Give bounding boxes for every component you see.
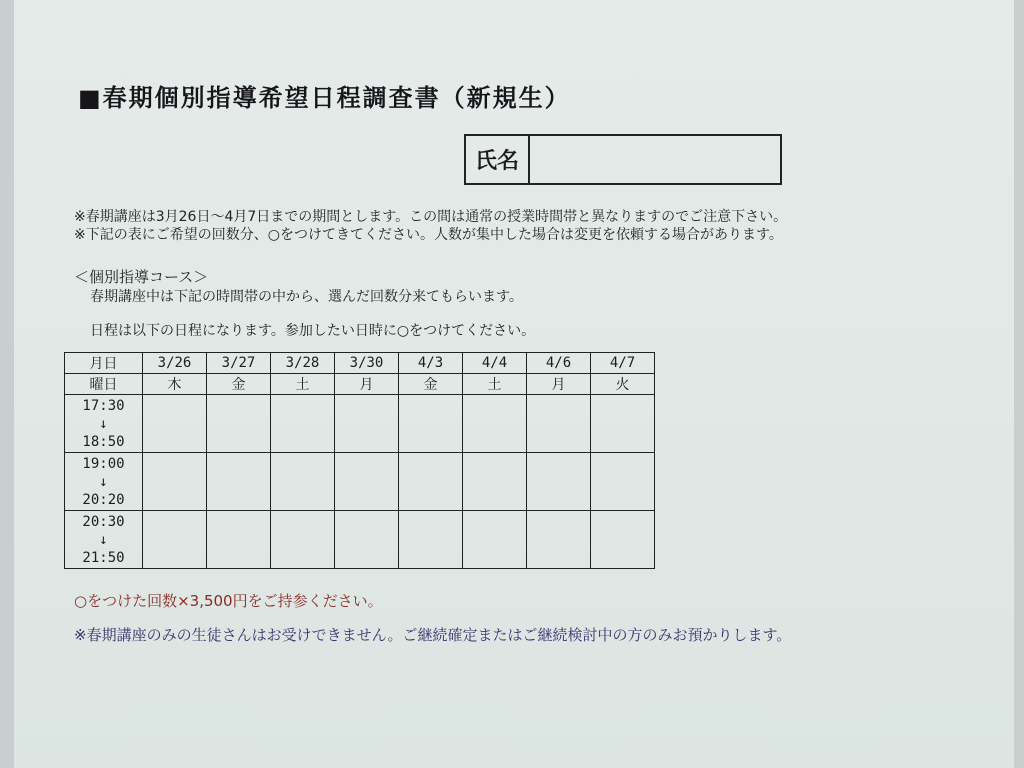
date-header: 3/30 (335, 353, 399, 374)
date-row (65, 353, 655, 374)
schedule-cell[interactable] (463, 511, 527, 569)
time-slot-start: 20:30 (82, 513, 125, 530)
date-row-label: 月日 (65, 353, 143, 374)
course-description: 春期講座中は下記の時間帯の中から、選んだ回数分来てもらいます。 (90, 289, 523, 305)
schedule-cell[interactable] (207, 453, 271, 511)
time-slot-arrow: ↓ (99, 415, 108, 432)
schedule-cell[interactable] (335, 511, 399, 569)
schedule-cell[interactable] (527, 395, 591, 453)
schedule-cell[interactable] (143, 453, 207, 511)
schedule-cell[interactable] (463, 395, 527, 453)
name-field[interactable] (530, 136, 780, 183)
schedule-cell[interactable] (335, 395, 399, 453)
day-header: 木 (143, 374, 207, 395)
time-slot-end: 20:20 (82, 491, 125, 508)
schedule-cell[interactable] (591, 453, 655, 511)
time-slot-start: 19:00 (82, 455, 125, 472)
period-note: ※春期講座は3月26日～4月7日までの期間とします。この間は通常の授業時間帯と異なりますのでご注意下さい。 (74, 209, 788, 225)
course-heading: ＜個別指導コース＞ (74, 268, 209, 286)
schedule-cell[interactable] (207, 395, 271, 453)
day-header: 火 (591, 374, 655, 395)
time-slot-label (65, 453, 143, 511)
time-slot-start: 17:30 (82, 397, 125, 414)
schedule-cell[interactable] (399, 395, 463, 453)
day-header: 金 (207, 374, 271, 395)
schedule-cell[interactable] (591, 395, 655, 453)
date-header: 4/6 (527, 353, 591, 374)
table-note: ※下記の表にご希望の回数分、○をつけてきてください。人数が集中した場合は変更を依頼する場合があります。 (74, 227, 783, 243)
time-slot-arrow: ↓ (99, 473, 108, 490)
schedule-cell[interactable] (143, 395, 207, 453)
day-header: 月 (527, 374, 591, 395)
day-header: 月 (335, 374, 399, 395)
schedule-cell[interactable] (207, 511, 271, 569)
schedule-table (64, 352, 655, 569)
name-box (464, 134, 782, 185)
time-slot-end: 18:50 (82, 433, 125, 450)
schedule-cell[interactable] (591, 511, 655, 569)
schedule-cell[interactable] (335, 453, 399, 511)
time-slot-end: 21:50 (82, 549, 125, 566)
time-slot-row (65, 395, 655, 453)
fee-note: ○をつけた回数×3,500円をご持参ください。 (74, 592, 383, 610)
time-slot-arrow: ↓ (99, 531, 108, 548)
time-slot-label (65, 511, 143, 569)
schedule-cell[interactable] (271, 453, 335, 511)
date-header: 4/3 (399, 353, 463, 374)
date-header: 3/27 (207, 353, 271, 374)
form-title: ■春期個別指導希望日程調査書（新規生） (78, 84, 571, 112)
form-sheet (14, 0, 1014, 768)
date-header: 4/7 (591, 353, 655, 374)
schedule-cell[interactable] (271, 395, 335, 453)
schedule-cell[interactable] (463, 453, 527, 511)
continuation-note: ※春期講座のみの生徒さんはお受けできません。ご継続確定またはご継続検討中の方のみお預かりします。 (74, 626, 792, 644)
schedule-instruction: 日程は以下の日程になります。参加したい日時に○をつけてください。 (90, 323, 536, 339)
date-header: 4/4 (463, 353, 527, 374)
schedule-cell[interactable] (271, 511, 335, 569)
day-row (65, 374, 655, 395)
date-header: 3/28 (271, 353, 335, 374)
schedule-cell[interactable] (399, 453, 463, 511)
day-header: 土 (271, 374, 335, 395)
date-header: 3/26 (143, 353, 207, 374)
time-slot-row (65, 453, 655, 511)
time-slot-label (65, 395, 143, 453)
schedule-cell[interactable] (143, 511, 207, 569)
schedule-cell[interactable] (527, 511, 591, 569)
time-slot-row (65, 511, 655, 569)
schedule-cell[interactable] (399, 511, 463, 569)
schedule-cell[interactable] (527, 453, 591, 511)
day-header: 土 (463, 374, 527, 395)
day-header: 金 (399, 374, 463, 395)
name-label: 氏名 (466, 136, 530, 183)
day-row-label: 曜日 (65, 374, 143, 395)
